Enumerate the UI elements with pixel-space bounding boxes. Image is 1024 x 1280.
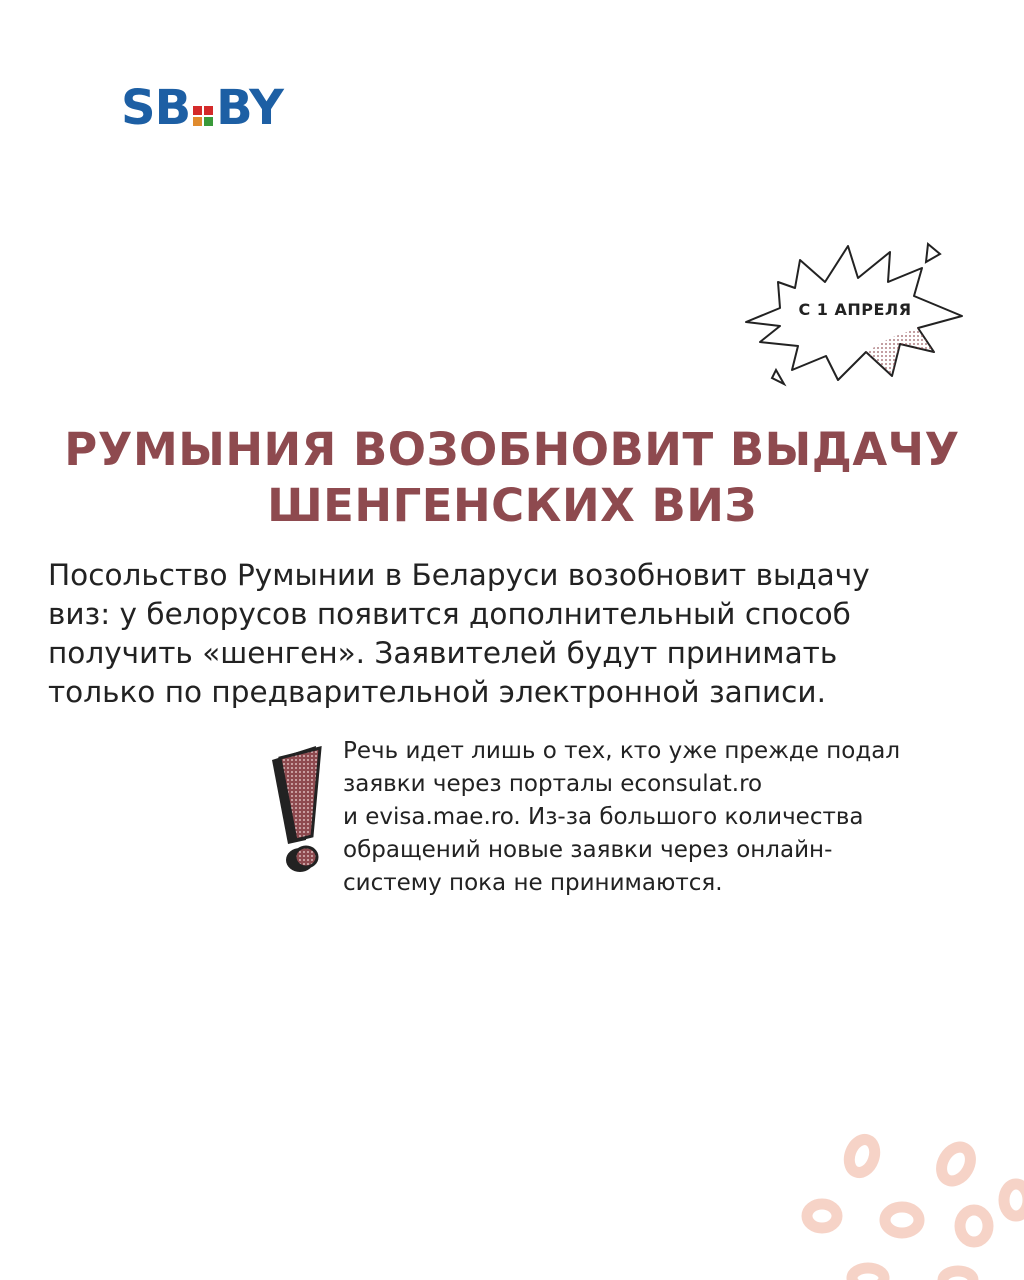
lead-line: только по предварительной электронной записи. [48,675,826,709]
logo-flag-icon [193,106,213,126]
badge-date-label: С 1 АПРЕЛЯ [798,300,912,319]
lead-paragraph [48,556,978,712]
article-headline [0,422,1024,534]
note-line: Речь идет лишь о тех, кто уже прежде подал [343,738,901,764]
note-line: систему пока не принимаются. [343,870,723,896]
note-line: обращений новые заявки через онлайн- [343,837,833,863]
note-line: и evisa.mae.ro. Из-за большого количества [343,804,864,830]
lead-line: получить «шенген». Заявителей будут принимать [48,636,838,670]
logo-text-by: BY [216,80,283,136]
lead-line: Посольство Румынии в Беларуси возобновит выдачу [48,558,870,592]
note-paragraph [343,735,983,900]
headline-line: РУМЫНИЯ ВОЗОБНОВИТ ВЫДАЧУ [64,423,960,476]
exclamation-icon [266,742,336,882]
note-line: заявки через порталы econsulat.ro [343,771,763,797]
decorative-rings [770,1130,1024,1280]
lead-line: виз: у белорусов появится дополнительный способ [48,597,851,631]
logo-text-sb: SB [121,80,191,136]
headline-line: ШЕНГЕНСКИХ ВИЗ [267,479,757,532]
site-logo[interactable] [121,74,283,136]
